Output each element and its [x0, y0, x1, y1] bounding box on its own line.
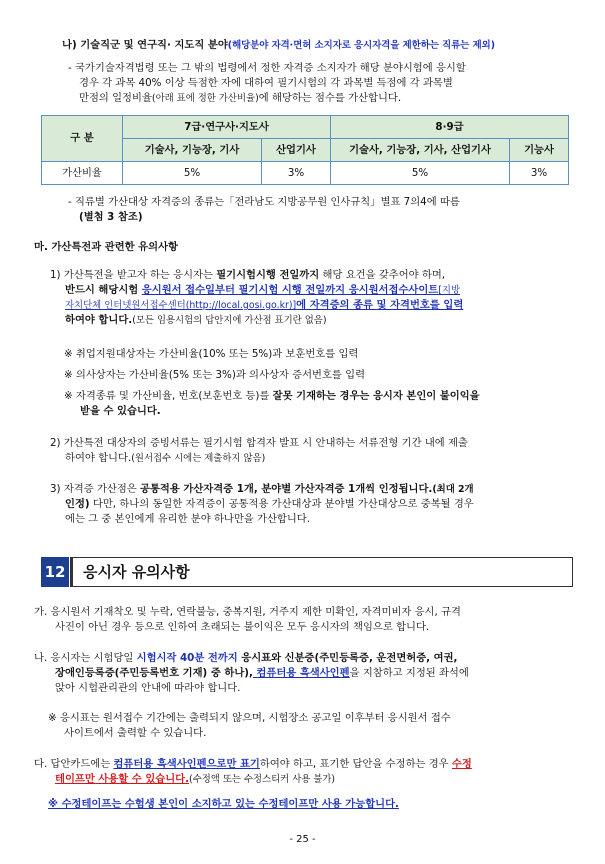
item-3: 3) 자격증 가산점은 공통적용 가산자격증 1개, 분야별 가산자격증 1개씩 인정됩니다.(최대 2개 인정) 다만, 하나의 동일한 자격증이 공통적용 가산대상과 분야별 가산대상으로 중복될 경우 에는 그 중 본인에게 유리한 분야 하나만을 가산합니다. — [50, 483, 474, 525]
table-cell: 3% — [262, 162, 331, 185]
table-group-7: 7급·연구사·지도사 — [123, 116, 331, 139]
table-col-2: 산업기사 — [262, 139, 331, 162]
paragraph-cert-types: - 직류별 가산대상 자격증의 종류는「전라남도 지방공무원 인사규칙」별표 7의4에 따름 (별첨 3 참조) — [68, 196, 460, 223]
paragraph-ga: 가. 응시원서 기재착오 및 누락, 연락불능, 중복지원, 거주지 제한 미확인, 자격미비자 응시, 규격 사진이 아닌 경우 등으로 인하여 초래되는 불이익은 모두 응시자의 책임으로 합니다. — [34, 606, 461, 633]
table-col-4: 기능사 — [510, 139, 569, 162]
heading-bonus-notes: 마. 가산특전과 관련한 유의사항 — [34, 241, 178, 253]
heading-technical-field: 나) 기술직군 및 연구직· 지도직 분야(해당분야 자격·면허 소지자로 응시자격을 제한하는 직류는 제외) — [62, 39, 495, 51]
note-item: ※ 취업지원대상자는 가산비율(10% 또는 5%)과 보훈번호를 입력 — [64, 348, 359, 360]
bonus-ratio-table — [41, 115, 569, 185]
paragraph-nah: 나. 응시자는 시험당일 시험시작 40분 전까지 응시표와 신분증(주민등록증, 운전면허증, 여권, 장애인등록증(주민등록번호 기재) 중 하나), 컴퓨터용 흑색사인펜을 지참하고 지정된 좌석에 앉아 시험관리관의 안내에 따라야 합니다. — [34, 652, 469, 694]
note-item: ※ 자격종류 및 가산비율, 번호(보훈번호 등)를 잘못 기재하는 경우는 응시자 본인이 불이익을 — [64, 390, 480, 402]
item-2: 2) 가산특전 대상자의 증빙서류는 필기시험 합격자 발표 시 안내하는 서류전형 기간 내에 제출 하여야 합니다.(원서접수 시에는 제출하지 않음) — [50, 437, 468, 464]
page-number: - 25 - — [289, 834, 316, 845]
notes-list: ※ 취업지원대상자는 가산비율(10% 또는 5%)과 보훈번호를 입력 ※ 의사상자는 가산비율(5% 또는 3%)과 의사상자 증서번호를 입력 ※ 자격종류 및 가산비율, 번호(보훈번호 등)를 잘못 기재하는 경우는 응시자 본인이 불이익을 받을 수 있습니다. — [64, 347, 605, 419]
note-correction-tape: ※ 수정테이프는 수험생 본인이 소지하고 있는 수정테이프만 사용 가능합니다. — [48, 798, 399, 810]
table-cell: 5% — [123, 162, 262, 185]
paragraph-certificate-bonus: - 국가기술자격법령 또는 그 밖의 법령에서 정한 자격증 소지자가 해당 분야시험에 응시할 경우 각 과목 40% 이상 득점한 자에 대하여 필기시험의 각 과목별 득점에 각 과목별 만점의 일정비율(아래 표에 정한 가산비율)에 해당하는 점수를 가산합니다. — [68, 62, 466, 104]
table-col-3: 기술사, 기능장, 기사, 산업기사 — [331, 139, 510, 162]
table-corner: 구 분 — [42, 116, 123, 162]
paragraph-da: 다. 답안카드에는 컴퓨터용 흑색사인펜으로만 표기하여야 하고, 표기한 답안을 수정하는 경우 수정 테이프만 사용할 수 있습니다.(수정액 또는 수정스티커 사용 불가) — [34, 758, 472, 785]
item-1: 1) 가산특전을 받고자 하는 응시자는 필기시험시행 전일까지 해당 요건을 갖추어야 하며, 반드시 해당시험 응시원서 접수일부터 필기시험 시행 전일까지 응시원서접수사이트[지방 자치단체 인터넷원서접수센터(http://local.gosi.go.kr)]에 자격증의 종류 및 자격번호를 입력 하여야 합니다.(모든 임용시험의 답안지에 가산점 표기란 없음) — [50, 269, 464, 326]
table-group-89: 8·9급 — [331, 116, 569, 139]
note-item: ※ 의사상자는 가산비율(5% 또는 3%)과 의사상자 증서번호를 입력 — [64, 369, 366, 381]
table-cell: 3% — [510, 162, 569, 185]
table-cell: 5% — [331, 162, 510, 185]
table-row-label: 가산비율 — [42, 162, 123, 185]
section-title: 응시자 유의사항 — [73, 557, 573, 587]
table-col-1: 기술사, 기능장, 기사 — [123, 139, 262, 162]
note-ticket: ※ 응시표는 원서접수 기간에는 출력되지 않으며, 시험장소 공고일 이후부터 응시원서 접수 사이트에서 출력할 수 있습니다. — [48, 712, 451, 739]
section-number: 12 — [41, 557, 69, 587]
